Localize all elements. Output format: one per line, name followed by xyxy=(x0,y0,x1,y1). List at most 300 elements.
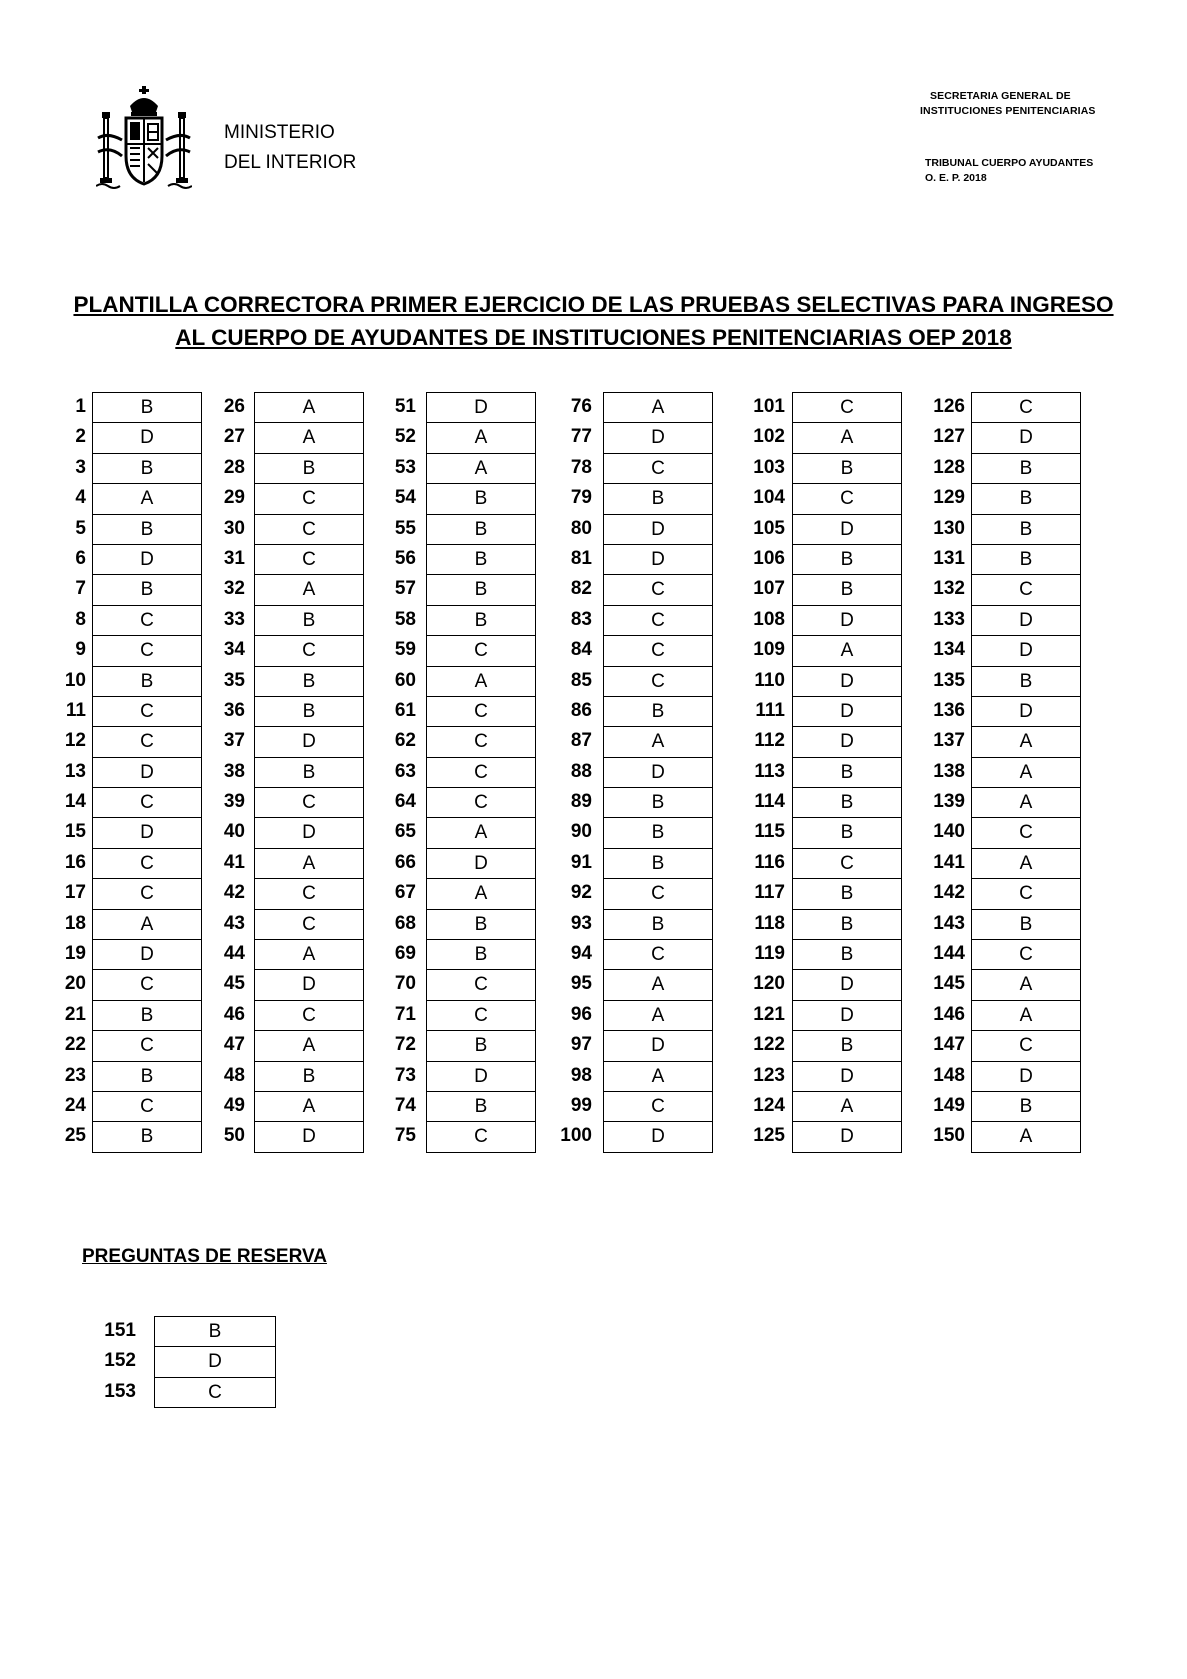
answer-box: C xyxy=(792,848,902,878)
question-number: 105 xyxy=(753,517,785,539)
question-number: 119 xyxy=(754,943,785,965)
answer-box: C xyxy=(254,1000,364,1030)
question-number: 71 xyxy=(394,1003,416,1025)
question-number: 18 xyxy=(64,912,86,934)
answer-box: D xyxy=(603,544,713,574)
question-number: 16 xyxy=(64,851,86,873)
answer-box: B xyxy=(426,909,536,939)
question-number: 106 xyxy=(753,547,785,569)
answer-box: D xyxy=(792,605,902,635)
question-number: 111 xyxy=(755,699,785,721)
question-number: 149 xyxy=(933,1094,965,1116)
question-number: 138 xyxy=(933,760,965,782)
question-number: 108 xyxy=(753,608,785,630)
answer-box: B xyxy=(92,1061,202,1091)
question-number: 17 xyxy=(64,882,86,904)
answer-box: D xyxy=(426,848,536,878)
answer-box: C xyxy=(426,1000,536,1030)
question-number: 122 xyxy=(753,1034,785,1056)
answer-box: D xyxy=(971,605,1081,635)
question-number: 69 xyxy=(394,943,416,965)
question-number: 82 xyxy=(570,578,592,600)
question-number: 59 xyxy=(394,639,416,661)
answer-box: A xyxy=(426,878,536,908)
answer-box: B xyxy=(792,574,902,604)
answer-box: B xyxy=(603,696,713,726)
answer-box: B xyxy=(254,1061,364,1091)
answer-box: C xyxy=(92,635,202,665)
answer-box: B xyxy=(971,483,1081,513)
answer-box: C xyxy=(254,514,364,544)
answer-box: A xyxy=(254,939,364,969)
question-number: 100 xyxy=(560,1125,592,1147)
answer-box: B xyxy=(92,453,202,483)
answer-box: C xyxy=(92,605,202,635)
question-number: 76 xyxy=(570,396,592,417)
ministry-line-1: MINISTERIO xyxy=(224,122,335,143)
answer-box: A xyxy=(603,969,713,999)
reserve-answer-box: B xyxy=(154,1316,276,1346)
answer-box: C xyxy=(254,483,364,513)
answer-box: C xyxy=(792,392,902,422)
ministry-name xyxy=(224,118,356,178)
answer-box: C xyxy=(603,939,713,969)
question-number: 41 xyxy=(223,851,245,873)
question-number: 42 xyxy=(223,882,245,904)
question-number: 137 xyxy=(933,730,965,752)
question-number: 104 xyxy=(753,487,785,509)
question-number: 9 xyxy=(75,639,86,661)
question-number: 50 xyxy=(223,1125,245,1147)
answer-box: A xyxy=(971,1121,1081,1152)
answer-box: C xyxy=(426,696,536,726)
answer-box: A xyxy=(254,1030,364,1060)
answer-box: B xyxy=(254,757,364,787)
reserve-answer-box: C xyxy=(154,1377,276,1408)
question-number: 33 xyxy=(223,608,245,630)
answer-box: B xyxy=(792,909,902,939)
answer-box: B xyxy=(971,514,1081,544)
answer-box: B xyxy=(792,939,902,969)
tribunal-block xyxy=(925,156,1093,186)
answer-box: B xyxy=(426,483,536,513)
answer-box: C xyxy=(971,817,1081,847)
question-number: 123 xyxy=(753,1064,785,1086)
question-number: 21 xyxy=(64,1003,86,1025)
question-number: 102 xyxy=(753,426,785,448)
answer-box: A xyxy=(971,787,1081,817)
question-number: 141 xyxy=(933,851,965,873)
answer-box: B xyxy=(603,483,713,513)
question-number: 25 xyxy=(64,1125,86,1147)
question-number: 22 xyxy=(64,1034,86,1056)
question-number: 27 xyxy=(223,426,245,448)
question-number: 72 xyxy=(394,1034,416,1056)
question-number: 124 xyxy=(753,1094,785,1116)
ministry-line-2: DEL INTERIOR xyxy=(224,152,357,173)
answer-box: B xyxy=(426,1030,536,1060)
question-number: 127 xyxy=(933,426,965,448)
question-number: 133 xyxy=(933,608,965,630)
answer-box: C xyxy=(92,726,202,756)
question-number: 53 xyxy=(394,456,416,478)
question-number: 139 xyxy=(933,791,965,813)
question-number: 143 xyxy=(933,912,965,934)
answer-box: D xyxy=(254,969,364,999)
answer-box: C xyxy=(426,757,536,787)
question-number: 89 xyxy=(570,791,592,813)
question-number: 54 xyxy=(394,487,416,509)
question-number: 66 xyxy=(394,851,416,873)
reserve-question-number: 152 xyxy=(104,1350,136,1372)
answer-box: C xyxy=(426,726,536,756)
answer-box: B xyxy=(254,605,364,635)
question-number: 75 xyxy=(394,1125,416,1147)
answer-box: C xyxy=(426,1121,536,1152)
answer-box: C xyxy=(971,392,1081,422)
question-number: 19 xyxy=(64,943,86,965)
question-number: 45 xyxy=(223,973,245,995)
answer-box: A xyxy=(603,1000,713,1030)
question-number: 23 xyxy=(64,1064,86,1086)
question-number: 80 xyxy=(570,517,592,539)
question-number: 95 xyxy=(570,973,592,995)
question-number: 110 xyxy=(754,669,785,691)
question-number: 47 xyxy=(223,1034,245,1056)
question-number: 128 xyxy=(933,456,965,478)
question-number: 31 xyxy=(223,547,245,569)
question-number: 11 xyxy=(65,699,86,721)
question-number: 56 xyxy=(394,547,416,569)
question-number: 86 xyxy=(570,699,592,721)
answer-box: D xyxy=(254,1121,364,1152)
answer-box: D xyxy=(792,1121,902,1152)
answer-box: C xyxy=(92,1091,202,1121)
question-number: 51 xyxy=(394,396,416,417)
answer-box: A xyxy=(426,666,536,696)
question-number: 10 xyxy=(64,669,86,691)
question-number: 8 xyxy=(75,608,86,630)
question-number: 150 xyxy=(933,1125,965,1147)
answer-box: B xyxy=(426,939,536,969)
reserve-question-number: 153 xyxy=(104,1380,136,1402)
question-number: 134 xyxy=(933,639,965,661)
answer-box: A xyxy=(792,635,902,665)
answer-box: C xyxy=(603,453,713,483)
answer-box: A xyxy=(426,453,536,483)
answer-box: D xyxy=(92,939,202,969)
question-number: 35 xyxy=(223,669,245,691)
question-number: 129 xyxy=(933,487,965,509)
secretaria-line-1: SECRETARIA GENERAL DE xyxy=(930,90,1071,102)
answer-box: B xyxy=(971,544,1081,574)
question-number: 77 xyxy=(570,426,592,448)
answer-box: A xyxy=(254,422,364,452)
question-number: 38 xyxy=(223,760,245,782)
question-number: 63 xyxy=(394,760,416,782)
question-number: 74 xyxy=(394,1094,416,1116)
answer-box: B xyxy=(603,848,713,878)
answer-box: C xyxy=(92,969,202,999)
answer-box: D xyxy=(254,817,364,847)
answer-box: B xyxy=(92,574,202,604)
question-number: 43 xyxy=(223,912,245,934)
answer-box: B xyxy=(603,787,713,817)
question-number: 29 xyxy=(223,487,245,509)
question-number: 148 xyxy=(933,1064,965,1086)
question-number: 121 xyxy=(753,1003,785,1025)
answer-box: B xyxy=(792,817,902,847)
question-number: 70 xyxy=(394,973,416,995)
question-number: 136 xyxy=(933,699,965,721)
answer-box: B xyxy=(971,909,1081,939)
question-number: 117 xyxy=(754,882,785,904)
answer-box: C xyxy=(792,483,902,513)
question-number: 58 xyxy=(394,608,416,630)
question-number: 5 xyxy=(75,517,86,539)
question-number: 68 xyxy=(394,912,416,934)
answer-box: D xyxy=(92,817,202,847)
answer-box: B xyxy=(792,453,902,483)
question-number: 3 xyxy=(75,456,86,478)
answer-box: D xyxy=(792,726,902,756)
question-number: 14 xyxy=(64,791,86,813)
answer-box: D xyxy=(603,1030,713,1060)
answer-box: C xyxy=(254,909,364,939)
answer-box: C xyxy=(603,574,713,604)
answer-box: A xyxy=(603,1061,713,1091)
question-number: 91 xyxy=(570,851,592,873)
answer-box: D xyxy=(603,1121,713,1152)
answer-box: D xyxy=(792,969,902,999)
question-number: 92 xyxy=(570,882,592,904)
tribunal-line-2: O. E. P. 2018 xyxy=(925,172,987,184)
question-number: 20 xyxy=(64,973,86,995)
question-number: 30 xyxy=(223,517,245,539)
answer-box: C xyxy=(254,635,364,665)
question-number: 126 xyxy=(933,396,965,417)
answer-box: B xyxy=(603,817,713,847)
question-number: 7 xyxy=(75,578,86,600)
question-number: 112 xyxy=(754,730,785,752)
answer-box: B xyxy=(92,392,202,422)
answer-box: C xyxy=(603,878,713,908)
question-number: 90 xyxy=(570,821,592,843)
answer-box: B xyxy=(92,1000,202,1030)
answer-box: D xyxy=(426,392,536,422)
question-number: 52 xyxy=(394,426,416,448)
answer-box: D xyxy=(792,1061,902,1091)
answer-box: A xyxy=(603,392,713,422)
question-number: 146 xyxy=(933,1003,965,1025)
question-number: 94 xyxy=(570,943,592,965)
question-number: 84 xyxy=(570,639,592,661)
question-number: 118 xyxy=(754,912,785,934)
answer-box: C xyxy=(971,574,1081,604)
secretaria-line-2: INSTITUCIONES PENITENCIARIAS xyxy=(920,105,1096,117)
secretaria-block xyxy=(920,89,1095,119)
question-number: 147 xyxy=(933,1034,965,1056)
answer-box: C xyxy=(603,666,713,696)
question-number: 125 xyxy=(753,1125,785,1147)
answer-box: B xyxy=(92,1121,202,1152)
answer-box: B xyxy=(92,666,202,696)
answer-box: B xyxy=(426,605,536,635)
answer-box: D xyxy=(92,422,202,452)
question-number: 36 xyxy=(223,699,245,721)
question-number: 28 xyxy=(223,456,245,478)
answer-box: B xyxy=(971,1091,1081,1121)
question-number: 78 xyxy=(570,456,592,478)
question-number: 46 xyxy=(223,1003,245,1025)
answer-box: B xyxy=(792,757,902,787)
question-number: 32 xyxy=(223,578,245,600)
question-number: 73 xyxy=(394,1064,416,1086)
question-number: 4 xyxy=(75,487,86,509)
answer-box: D xyxy=(92,544,202,574)
answer-box: C xyxy=(92,848,202,878)
answer-box: A xyxy=(603,726,713,756)
answer-box: C xyxy=(92,1030,202,1060)
answer-box: C xyxy=(603,605,713,635)
answer-box: A xyxy=(254,392,364,422)
question-number: 62 xyxy=(394,730,416,752)
answer-box: D xyxy=(603,422,713,452)
answer-box: A xyxy=(971,726,1081,756)
answer-box: C xyxy=(426,635,536,665)
question-number: 109 xyxy=(753,639,785,661)
question-number: 99 xyxy=(570,1094,592,1116)
answer-box: C xyxy=(971,939,1081,969)
question-number: 60 xyxy=(394,669,416,691)
answer-box: B xyxy=(426,1091,536,1121)
question-number: 79 xyxy=(570,487,592,509)
answer-box: A xyxy=(426,422,536,452)
question-number: 24 xyxy=(64,1094,86,1116)
answer-box: B xyxy=(971,453,1081,483)
question-number: 103 xyxy=(753,456,785,478)
question-number: 97 xyxy=(570,1034,592,1056)
question-number: 12 xyxy=(64,730,86,752)
answer-box: D xyxy=(971,635,1081,665)
answer-box: C xyxy=(971,1030,1081,1060)
title-line-2: AL CUERPO DE AYUDANTES DE INSTITUCIONES PENITENCIARIAS OEP 2018 xyxy=(175,325,1012,350)
question-number: 85 xyxy=(570,669,592,691)
question-number: 93 xyxy=(570,912,592,934)
answer-box: C xyxy=(426,787,536,817)
question-number: 37 xyxy=(223,730,245,752)
answer-box: A xyxy=(971,969,1081,999)
answer-box: B xyxy=(603,909,713,939)
answer-box: B xyxy=(254,666,364,696)
answer-box: B xyxy=(254,453,364,483)
answer-box: C xyxy=(254,878,364,908)
answer-box: A xyxy=(92,909,202,939)
question-number: 142 xyxy=(933,882,965,904)
answer-box: D xyxy=(792,696,902,726)
question-number: 135 xyxy=(933,669,965,691)
question-number: 130 xyxy=(933,517,965,539)
question-number: 44 xyxy=(223,943,245,965)
reserve-title: PREGUNTAS DE RESERVA xyxy=(82,1246,327,1267)
question-number: 65 xyxy=(394,821,416,843)
answer-box: A xyxy=(426,817,536,847)
reserve-question-number: 151 xyxy=(104,1320,136,1341)
question-number: 55 xyxy=(394,517,416,539)
question-number: 49 xyxy=(223,1094,245,1116)
question-number: 81 xyxy=(570,547,592,569)
answer-box: A xyxy=(971,757,1081,787)
question-number: 144 xyxy=(933,943,965,965)
question-number: 13 xyxy=(64,760,86,782)
answer-box: C xyxy=(92,696,202,726)
question-number: 61 xyxy=(394,699,416,721)
answer-box: C xyxy=(603,635,713,665)
answer-box: B xyxy=(426,544,536,574)
question-number: 120 xyxy=(753,973,785,995)
question-number: 34 xyxy=(223,639,245,661)
question-number: 6 xyxy=(75,547,86,569)
question-number: 96 xyxy=(570,1003,592,1025)
question-number: 115 xyxy=(754,821,785,843)
answer-box: B xyxy=(792,878,902,908)
answer-box: C xyxy=(426,969,536,999)
answer-box: A xyxy=(254,574,364,604)
question-number: 1 xyxy=(75,396,86,417)
answer-box: D xyxy=(792,514,902,544)
answer-box: B xyxy=(426,514,536,544)
question-number: 67 xyxy=(394,882,416,904)
answer-box: B xyxy=(254,696,364,726)
question-number: 113 xyxy=(754,760,785,782)
question-number: 57 xyxy=(394,578,416,600)
answer-box: D xyxy=(792,1000,902,1030)
answer-box: D xyxy=(426,1061,536,1091)
answer-box: D xyxy=(92,757,202,787)
page-title xyxy=(0,288,1187,354)
title-line-1: PLANTILLA CORRECTORA PRIMER EJERCICIO DE LAS PRUEBAS SELECTIVAS PARA INGRESO xyxy=(73,292,1114,317)
answer-box: B xyxy=(92,514,202,544)
answer-box: D xyxy=(971,696,1081,726)
question-number: 48 xyxy=(223,1064,245,1086)
answer-box: C xyxy=(92,787,202,817)
answer-box: B xyxy=(792,544,902,574)
answer-box: A xyxy=(971,848,1081,878)
answer-box: D xyxy=(792,666,902,696)
answer-box: D xyxy=(603,514,713,544)
answer-box: D xyxy=(603,757,713,787)
question-number: 88 xyxy=(570,760,592,782)
question-number: 15 xyxy=(64,821,86,843)
answer-box: B xyxy=(971,666,1081,696)
answer-box: C xyxy=(971,878,1081,908)
question-number: 116 xyxy=(754,851,785,873)
question-number: 40 xyxy=(223,821,245,843)
coat-of-arms-icon xyxy=(96,86,192,190)
answer-box: B xyxy=(792,1030,902,1060)
answer-box: C xyxy=(254,787,364,817)
question-number: 101 xyxy=(753,396,785,417)
answer-box: A xyxy=(254,1091,364,1121)
answer-box: D xyxy=(254,726,364,756)
answer-box: A xyxy=(792,1091,902,1121)
question-number: 132 xyxy=(933,578,965,600)
answer-grid xyxy=(40,392,1140,1152)
answer-box: A xyxy=(92,483,202,513)
answer-box: C xyxy=(254,544,364,574)
reserve-answer-box: D xyxy=(154,1346,276,1376)
question-number: 26 xyxy=(223,396,245,417)
